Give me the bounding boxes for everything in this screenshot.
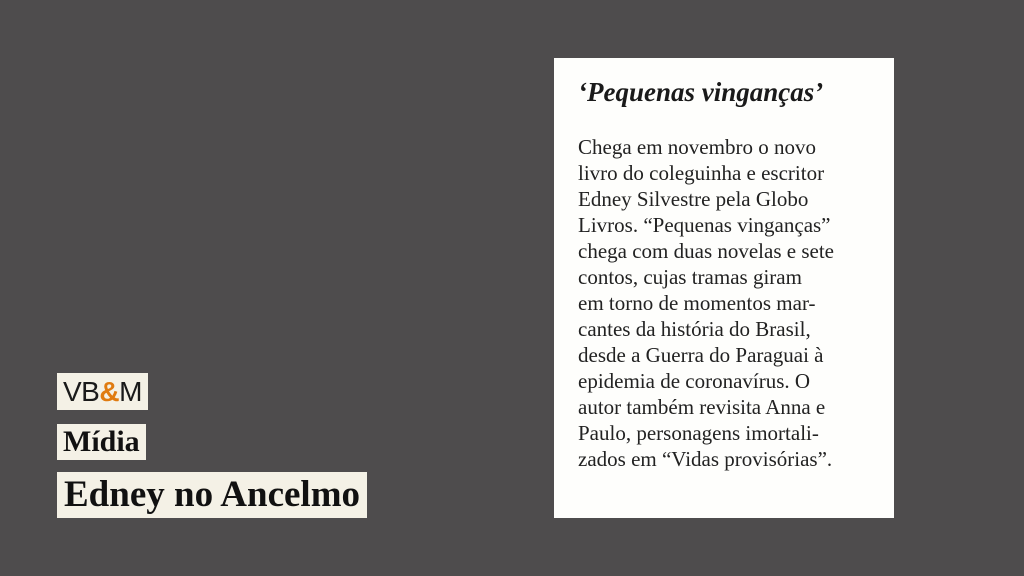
clipping-line: Paulo, personagens imortali- [578, 421, 819, 445]
headline: Edney no Ancelmo [57, 472, 367, 518]
clipping-line: Livros. “Pequenas vinganças” [578, 213, 831, 237]
clipping-line: desde a Guerra do Paraguai à [578, 343, 824, 367]
clipping-line: contos, cujas tramas giram [578, 265, 802, 289]
clipping-title: ‘Pequenas vinganças’ [578, 77, 824, 107]
clipping-line: autor também revisita Anna e [578, 395, 826, 419]
clipping-line: Edney Silvestre pela Globo [578, 187, 809, 211]
clipping-line: chega com duas novelas e sete [578, 239, 834, 263]
brand-logo [57, 373, 148, 410]
clipping-line: zados em “Vidas provisórias”. [578, 447, 833, 471]
clipping-body [578, 134, 876, 472]
clipping-line: cantes da história do Brasil, [578, 317, 811, 341]
brand-logo-ampersand: & [99, 376, 120, 407]
clipping-line: epidemia de coronavírus. O [578, 369, 811, 393]
brand-logo-part1: VB [63, 376, 100, 407]
section-label: Mídia [57, 424, 146, 460]
brand-logo-part2: M [119, 376, 142, 407]
clipping-line: livro do coleguinha e escritor [578, 161, 825, 185]
clipping-line: em torno de momentos mar- [578, 291, 816, 315]
clipping-line: Chega em novembro o novo [578, 135, 816, 159]
newspaper-clipping [554, 58, 894, 518]
